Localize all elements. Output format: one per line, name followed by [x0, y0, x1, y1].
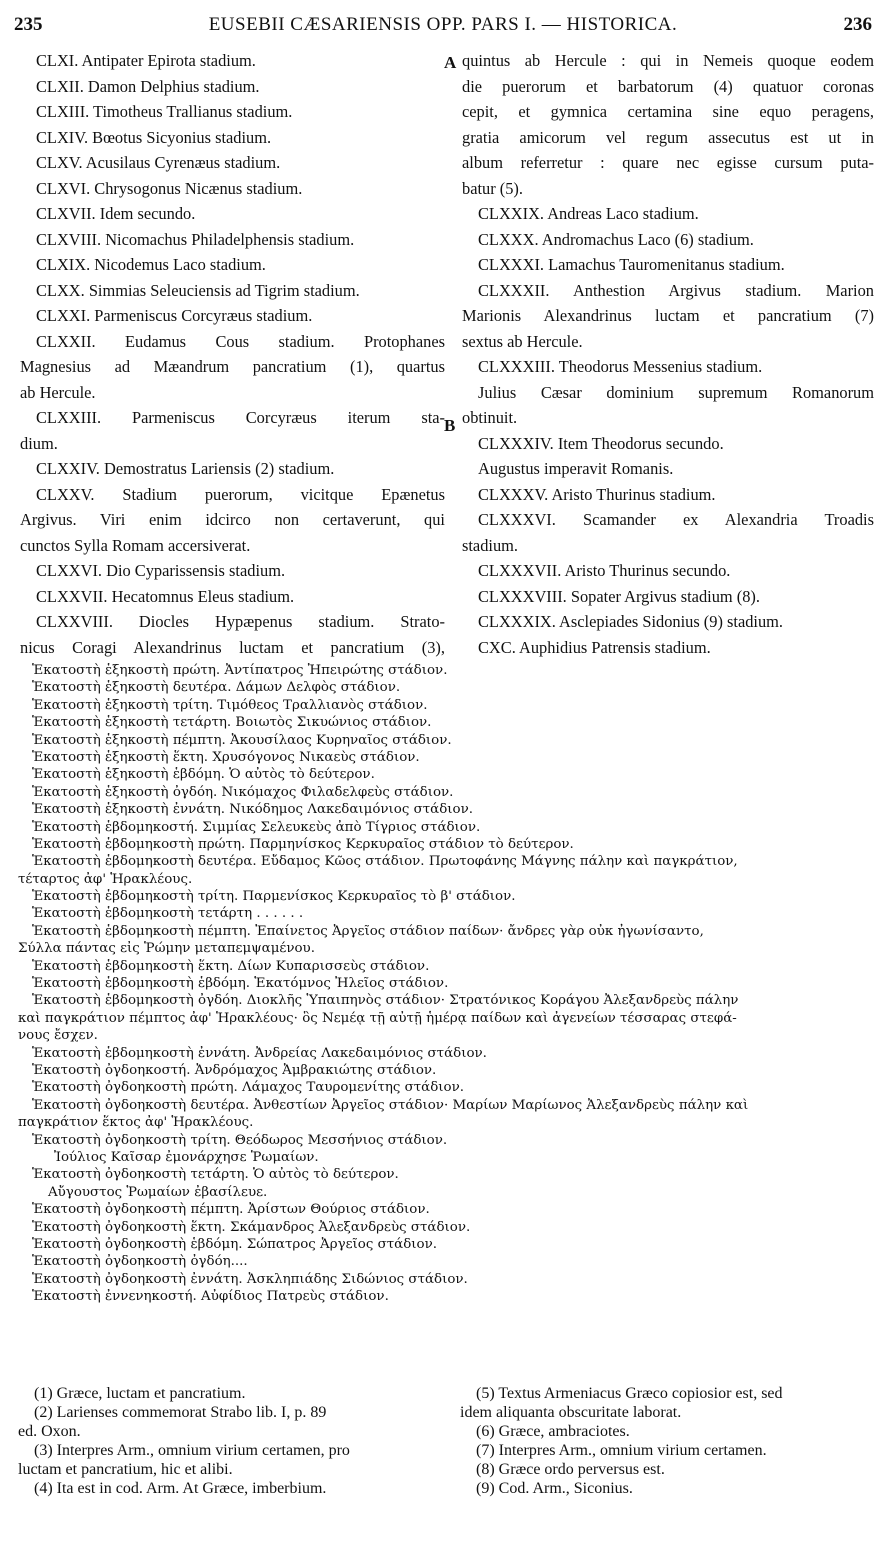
entry-line: sextus ab Hercule. [462, 331, 583, 351]
greek-line: Ἑκατοστὴ ἑβδομηκοστὴ τετάρτη . . . . . . [32, 906, 304, 922]
entry-line: CLXXXVIII. Sopater Argivus stadium (8). [478, 586, 760, 606]
entry-line: obtinuit. [462, 408, 518, 427]
greek-line: Ἑκατοστὴ ἑβδομηκοστὴ τρίτη. Παρμενίσκος Κερκυραῖος τὸ β' στάδιον. [32, 889, 516, 905]
greek-line: Ἑκατοστὴ ὀγδοηκοστὴ τετάρτη. Ὁ αὐτὸς τὸ δεύτερον. [32, 1167, 399, 1183]
entry-line: CLXXXV. Aristo Thurinus stadium. [478, 484, 716, 504]
entry-line: CLXXVII. Hecatomnus Eleus stadium. [36, 586, 295, 606]
entry-line: CLXXX. Andromachus Laco (6) stadium. [478, 229, 754, 249]
entry-line: cepit, et gymnica certamina sine equo peragens, [462, 102, 874, 121]
greek-line: Ἑκατοστὴ ἑξηκοστὴ τετάρτη. Βοιωτὸς Σικυώνιος στάδιον. [32, 715, 432, 731]
entry-line: ab Hercule. [20, 382, 96, 402]
entry-line: CLXXVI. Dio Cyparissensis stadium. [36, 561, 286, 580]
entry-line: quintus ab Hercule : qui in Nemeis quoque eodem [462, 51, 874, 70]
entry-line: CLXXXIII. Theodorus Messenius stadium. [478, 357, 763, 376]
greek-line: Ἑκατοστὴ ἑξηκοστὴ δευτέρα. Δάμων Δελφὸς στάδιον. [32, 680, 401, 696]
greek-line: Ἑκατοστὴ ὀγδοηκοστὴ ἕκτη. Σκάμανδρος Ἀλεξανδρεὺς στάδιον. [32, 1219, 471, 1235]
footnote-line: ed. Oxon. [18, 1423, 81, 1440]
entry-line: batur (5). [462, 178, 523, 198]
entry-line: gratia amicorum vel regum assecutus est ut in [462, 127, 874, 147]
entry-line: CLXXXVI. Scamander ex Alexandria Troadis [478, 510, 874, 529]
entry-line: CLXVII. Idem secundo. [36, 204, 196, 223]
entry-line: CLXXXVII. Aristo Thurinus secundo. [478, 561, 731, 580]
footnote-line: (8) Græce ordo perversus est. [476, 1461, 665, 1478]
entry-line: CLXXIII. Parmeniscus Corcyræus iterum sta- [36, 408, 445, 427]
margin-marker-a: A [444, 53, 457, 72]
entry-line: Magnesius ad Mæandrum pancratium (1), quartus [20, 357, 445, 376]
greek-text-block [18, 662, 874, 1305]
page-number-right: 236 [843, 14, 872, 35]
entry-line: CLXXIV. Demostratus Lariensis (2) stadium. [36, 459, 335, 478]
footnote-line: (4) Ita est in cod. Arm. At Græce, imberbium. [34, 1480, 327, 1497]
margin-marker-b: B [444, 416, 456, 435]
footnote-line: (9) Cod. Arm., Siconius. [476, 1480, 633, 1497]
greek-line: τέταρτος ἀφ' Ἡρακλέους. [18, 871, 193, 887]
entry-line: CLXXXIX. Asclepiades Sidonius (9) stadium. [478, 612, 784, 631]
greek-line: Ἑκατοστὴ ἑξηκοστὴ ἐννάτη. Νικόδημος Λακεδαιμόνιος στάδιον. [32, 802, 473, 818]
greek-line: παγκράτιον ἕκτος ἀφ' Ἡρακλέους. [18, 1115, 254, 1131]
entry-line: CLXXI. Parmeniscus Corcyræus stadium. [36, 306, 313, 325]
greek-line: Σύλλα πάντας εἰς Ῥώμην μεταπεμψαμένου. [18, 941, 315, 957]
footnote-line: (5) Textus Armeniacus Græco copiosior est, sed [476, 1385, 783, 1402]
footnotes-right [460, 1384, 874, 1498]
entry-line: CLXXIX. Andreas Laco stadium. [478, 204, 699, 223]
entry-line: stadium. [462, 535, 518, 555]
greek-line: Ἑκατοστὴ ὀγδοηκοστὴ πρώτη. Λάμαχος Ταυρομενίτης στάδιον. [32, 1080, 464, 1096]
entry-line: CLXVIII. Nicomachus Philadelphensis stadium. [36, 229, 355, 249]
greek-line: Ἑκατοστὴ ὀγδοηκοστὴ τρίτη. Θεόδωρος Μεσσήνιος στάδιον. [32, 1132, 448, 1148]
footnote-line: (2) Larienses commemorat Strabo lib. I, p. 89 [34, 1404, 327, 1421]
greek-line: Ἑκατοστὴ ἑξηκοστὴ ἑβδόμη. Ὁ αὐτὸς τὸ δεύτερον. [32, 767, 375, 783]
entry-line: Marionis Alexandrinus luctam et pancratium (7) [462, 306, 874, 325]
greek-line: Ἑκατοστὴ ὀγδοηκοστὴ ἐννάτη. Ἀσκληπιάδης Σιδώνιος στάδιον. [32, 1271, 468, 1287]
entry-line: CLXX. Simmias Seleuciensis ad Tigrim stadium. [36, 280, 360, 300]
entry-line: album referretur : quare nec egisse cursum puta- [462, 153, 874, 172]
greek-line: Ἑκατοστὴ ἑβδομηκοστὴ ἕκτη. Δίων Κυπαρισσεὺς στάδιον. [32, 958, 430, 974]
greek-line: Ἑκατοστὴ ἑβδομηκοστὴ ὀγδόη. Διοκλῆς Ὑπαιπηνὸς στάδιον· Στρατόνικος Κοράγου Ἀλεξανδρεὺς πάλην [32, 993, 739, 1009]
footnote-line: idem aliquanta obscuritate laborat. [460, 1404, 682, 1421]
entry-line: CLXXXI. Lamachus Tauromenitanus stadium. [478, 255, 785, 274]
entry-line: die puerorum et barbatorum (4) quatuor coronas [462, 76, 874, 96]
greek-line: Ἑκατοστὴ ἑβδομηκοστὴ πρώτη. Παρμηνίσκος Κερκυραῖος στάδιον τὸ δεύτερον. [32, 836, 574, 852]
page-header [0, 14, 886, 40]
entry-line: CXC. Auphidius Patrensis stadium. [478, 637, 711, 657]
latin-column-left [20, 48, 445, 660]
entry-line: dium. [20, 433, 58, 453]
entry-line: CLXXII. Eudamus Cous stadium. Protophanes [36, 331, 445, 351]
greek-line: Ἑκατοστὴ ἐννενηκοστή. Αὐφίδιος Πατρεὺς στάδιον. [32, 1289, 389, 1305]
entry-line: CLXI. Antipater Epirota stadium. [36, 51, 256, 70]
footnote-line: luctam et pancratium, hic et alibi. [18, 1461, 233, 1478]
entry-line: Julius Cæsar dominium supremum Romanorum [478, 382, 874, 402]
greek-line: Ἑκατοστὴ ἑξηκοστὴ τρίτη. Τιμόθεος Τραλλιανὸς στάδιον. [32, 697, 428, 713]
footnote-line: (1) Græce, luctam et pancratium. [34, 1385, 246, 1402]
entry-line: CLXVI. Chrysogonus Nicænus stadium. [36, 178, 303, 198]
entry-line: CLXXXIV. Item Theodorus secundo. [478, 433, 724, 453]
entry-line: nicus Coragi Alexandrinus luctam et pancratium (3), [20, 637, 445, 657]
greek-line: Ἑκατοστὴ ὀγδοηκοστὴ δευτέρα. Ἀνθεστίων Ἀργεῖος στάδιον· Μαρίων Μαρίωνος Ἀλεξανδρεὺς πάλην καὶ [32, 1097, 749, 1113]
footnote-line: (7) Interpres Arm., omnium virium certamen. [476, 1442, 767, 1459]
greek-line: Ἑκατοστὴ ἑξηκοστὴ πρώτη. Ἀντίπατρος Ἠπειρώτης στάδιον. [32, 663, 448, 678]
greek-line: Ἑκατοστὴ ἑξηκοστὴ πέμπτη. Ἀκουσίλαος Κυρηναῖος στάδιον. [32, 732, 452, 748]
entry-line: CLXIII. Timotheus Trallianus stadium. [36, 102, 293, 121]
entry-line: Augustus imperavit Romanis. [478, 459, 674, 478]
footnote-line: (3) Interpres Arm., omnium virium certamen, pro [34, 1442, 350, 1459]
entry-line: CLXXV. Stadium puerorum, vicitque Epænetus [36, 484, 445, 504]
greek-line: Ἑκατοστὴ ὀγδοηκοστή. Ἀνδρόμαχος Ἀμβρακιώτης στάδιον. [32, 1062, 437, 1078]
greek-line: Ἑκατοστὴ ἑβδομηκοστὴ ἑβδόμη. Ἑκατόμνος Ἠλεῖος στάδιον. [32, 976, 449, 992]
greek-line: νους ἔσχεν. [18, 1028, 98, 1044]
greek-line: Ἑκατοστὴ ὀγδοηκοστὴ ἑβδόμη. Σώπατρος Ἀργεῖος στάδιον. [32, 1236, 437, 1252]
greek-line: Ἑκατοστὴ ἑβδομηκοστὴ ἐννάτη. Ἀνδρείας Λακεδαιμόνιος στάδιον. [32, 1045, 487, 1061]
latin-column-right [462, 48, 874, 660]
greek-line: Ἰούλιος Καῖσαρ ἐμονάρχησε Ῥωμαίων. [54, 1149, 319, 1165]
footnotes-left [18, 1384, 450, 1498]
entry-line: CLXIV. Bœotus Sicyonius stadium. [36, 127, 272, 147]
greek-line: καὶ παγκράτιον πέμπτος ἀφ' Ἡρακλέους· ὃς Νεμέᾳ τῇ αὐτῇ ἡμέρᾳ παίδων καὶ ἀγενείων τέσσαρας στεφά- [18, 1010, 737, 1026]
entry-line: CLXXXII. Anthestion Argivus stadium. Marion [478, 280, 874, 300]
entry-line: CLXXVIII. Diocles Hypæpenus stadium. Strato- [36, 612, 445, 631]
greek-line: Ἑκατοστὴ ἑβδομηκοστή. Σιμμίας Σελευκεὺς ἀπὸ Τίγριος στάδιον. [32, 819, 481, 835]
entry-line: CLXII. Damon Delphius stadium. [36, 76, 260, 96]
greek-line: Αὔγουστος Ῥωμαίων ἐβασίλευε. [48, 1184, 268, 1200]
running-title: EUSEBII CÆSARIENSIS OPP. PARS I. — HISTORICA. [208, 14, 678, 35]
greek-line: Ἑκατοστὴ ἑβδομηκοστὴ δευτέρα. Εὔδαμος Κῶος στάδιον. Πρωτοφάνης Μάγνης πάλην καὶ παγκράτιον, [32, 854, 738, 870]
entry-line: Argivus. Viri enim idcirco non certaverunt, qui [20, 510, 445, 529]
greek-line: Ἑκατοστὴ ὀγδοηκοστὴ πέμπτη. Ἀρίστων Θούριος στάδιον. [32, 1202, 430, 1218]
greek-line: Ἑκατοστὴ ἑξηκοστὴ ὀγδόη. Νικόμαχος Φιλαδελφεὺς στάδιον. [32, 784, 454, 800]
entry-line: CLXIX. Nicodemus Laco stadium. [36, 255, 266, 274]
entry-line: cunctos Sylla Romam accersiverat. [20, 535, 251, 555]
page-number-left: 235 [14, 14, 43, 35]
entry-line: CLXV. Acusilaus Cyrenæus stadium. [36, 153, 281, 172]
greek-line: Ἑκατοστὴ ἑβδομηκοστὴ πέμπτη. Ἐπαίνετος Ἀργεῖος στάδιον παίδων· ἄνδρες γὰρ οὐκ ἠγωνίσαντο, [32, 923, 704, 939]
footnote-line: (6) Græce, ambraciotes. [476, 1423, 630, 1440]
greek-line: Ἑκατοστὴ ἑξηκοστὴ ἕκτη. Χρυσόγονος Νικαεὺς στάδιον. [32, 749, 420, 765]
greek-line: Ἑκατοστὴ ὀγδοηκοστὴ ὀγδόη.... [32, 1254, 248, 1270]
